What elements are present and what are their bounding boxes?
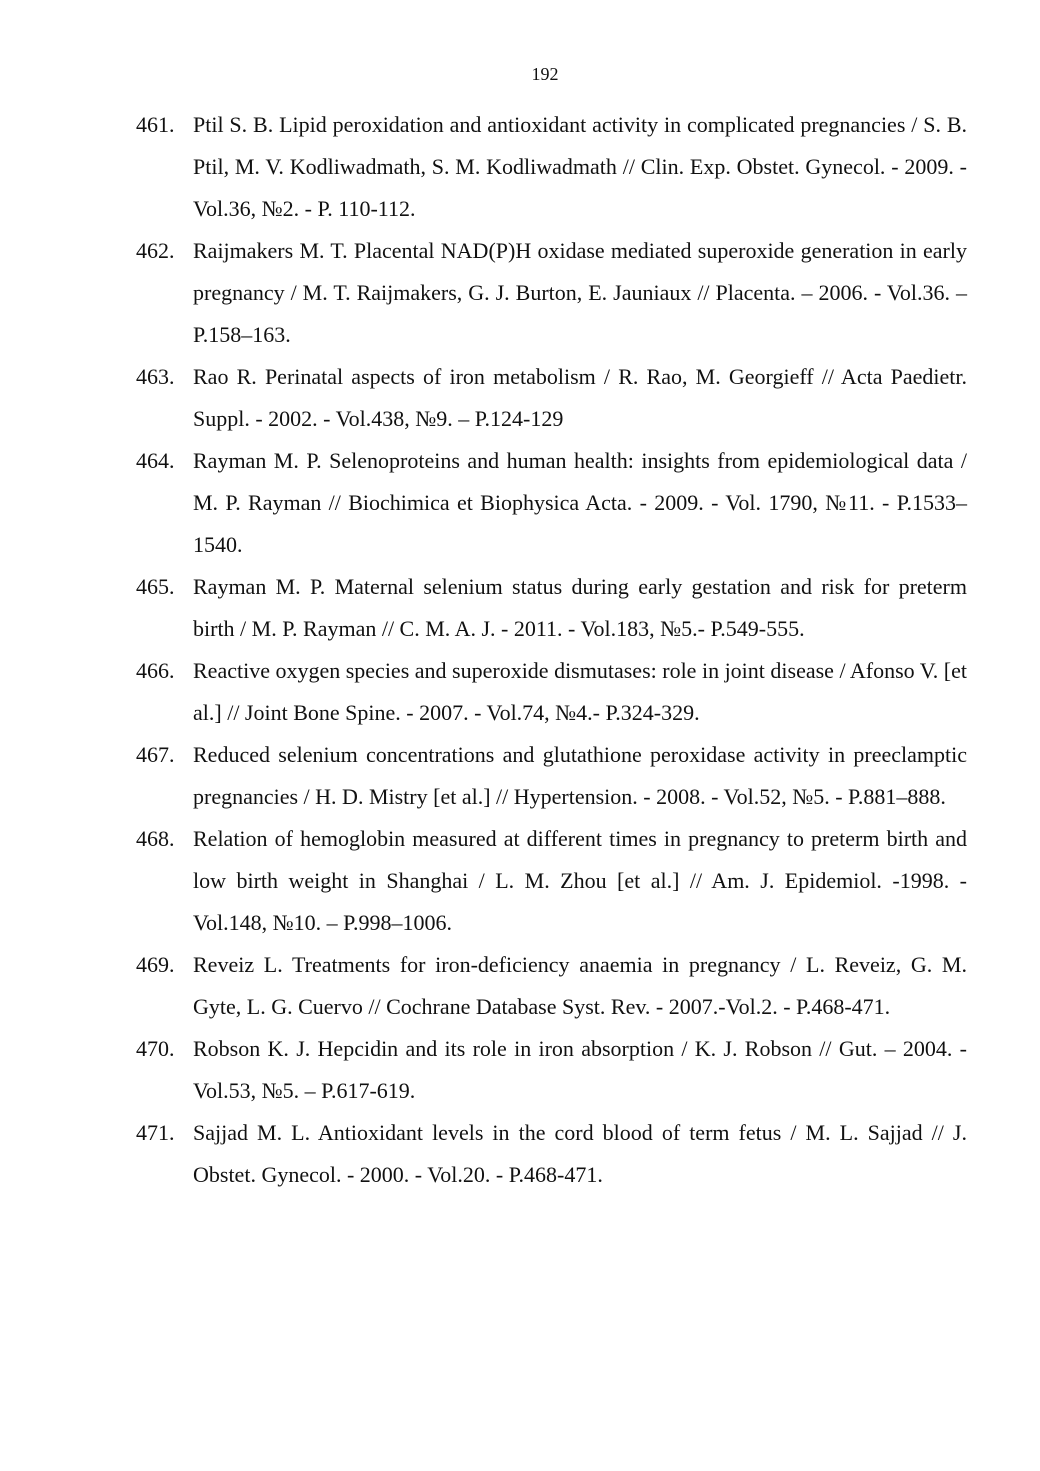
- reference-item: [136, 230, 967, 356]
- reference-number: 466.: [136, 658, 175, 683]
- reference-item: [136, 356, 967, 440]
- reference-text: Sajjad M. L. Antioxidant levels in the cord blood of term fetus / M. L. Sajjad // J. Obstet. Gynecol. - 2000. - Vol.20. - P.468-471.: [193, 1120, 967, 1187]
- reference-number: 462.: [136, 238, 175, 263]
- reference-number: 471.: [136, 1120, 175, 1145]
- reference-item: [136, 1112, 967, 1196]
- reference-text: Reactive oxygen species and superoxide dismutases: role in joint disease / Afonso V. [et al.] // Joint Bone Spine. - 2007. - Vol.74, №4.- P.324-329.: [193, 658, 967, 725]
- reference-text: Rao R. Perinatal aspects of iron metabolism / R. Rao, M. Georgieff // Acta Paedietr. Suppl. - 2002. - Vol.438, №9. – P.124-129: [193, 364, 967, 431]
- reference-item: [136, 818, 967, 944]
- reference-list: [136, 104, 967, 1196]
- reference-item: [136, 104, 967, 230]
- reference-item: [136, 734, 967, 818]
- reference-number: 469.: [136, 952, 175, 977]
- reference-number: 467.: [136, 742, 175, 767]
- reference-text: Reveiz L. Treatments for iron-deficiency anaemia in pregnancy / L. Reveiz, G. M. Gyte, L. G. Cuervo // Cochrane Database Syst. Rev. - 2007.-Vol.2. - P.468-471.: [193, 952, 967, 1019]
- reference-number: 465.: [136, 574, 175, 599]
- reference-text: Ptil S. B. Lipid peroxidation and antioxidant activity in complicated pregnancies / S. B. Ptil, M. V. Kodliwadmath, S. M. Kodliwadmath // Clin. Exp. Obstet. Gynecol. - 2009. - Vol.36, №2. - P. 110-112.: [193, 112, 967, 221]
- reference-number: 463.: [136, 364, 175, 389]
- reference-item: [136, 1028, 967, 1112]
- reference-number: 468.: [136, 826, 175, 851]
- reference-text: Rayman M. P. Selenoproteins and human health: insights from epidemiological data / M. P. Rayman // Biochimica et Biophysica Acta. - 2009. - Vol. 1790, №11. - P.1533–1540.: [193, 448, 967, 557]
- reference-text: Robson K. J. Hepcidin and its role in iron absorption / K. J. Robson // Gut. – 2004. - Vol.53, №5. – P.617-619.: [193, 1036, 967, 1103]
- reference-text: Relation of hemoglobin measured at different times in pregnancy to preterm birth and low birth weight in Shanghai / L. M. Zhou [et al.] // Am. J. Epidemiol. -1998. - Vol.148, №10. – P.998–1006.: [193, 826, 967, 935]
- reference-item: [136, 440, 967, 566]
- reference-item: [136, 650, 967, 734]
- page-number: 192: [531, 64, 559, 84]
- reference-text: Rayman M. P. Maternal selenium status during early gestation and risk for preterm birth / M. P. Rayman // C. M. A. J. - 2011. - Vol.183, №5.- P.549-555.: [193, 574, 967, 641]
- reference-number: 464.: [136, 448, 175, 473]
- reference-item: [136, 566, 967, 650]
- reference-item: [136, 944, 967, 1028]
- reference-number: 461.: [136, 112, 175, 137]
- reference-number: 470.: [136, 1036, 175, 1061]
- reference-text: Reduced selenium concentrations and glutathione peroxidase activity in preeclamptic pregnancies / H. D. Mistry [et al.] // Hypertension. - 2008. - Vol.52, №5. - P.881–888.: [193, 742, 967, 809]
- reference-text: Raijmakers M. T. Placental NAD(P)H oxidase mediated superoxide generation in early pregnancy / M. T. Raijmakers, G. J. Burton, E. Jauniaux // Placenta. – 2006. - Vol.36. – P.158–163.: [193, 238, 967, 347]
